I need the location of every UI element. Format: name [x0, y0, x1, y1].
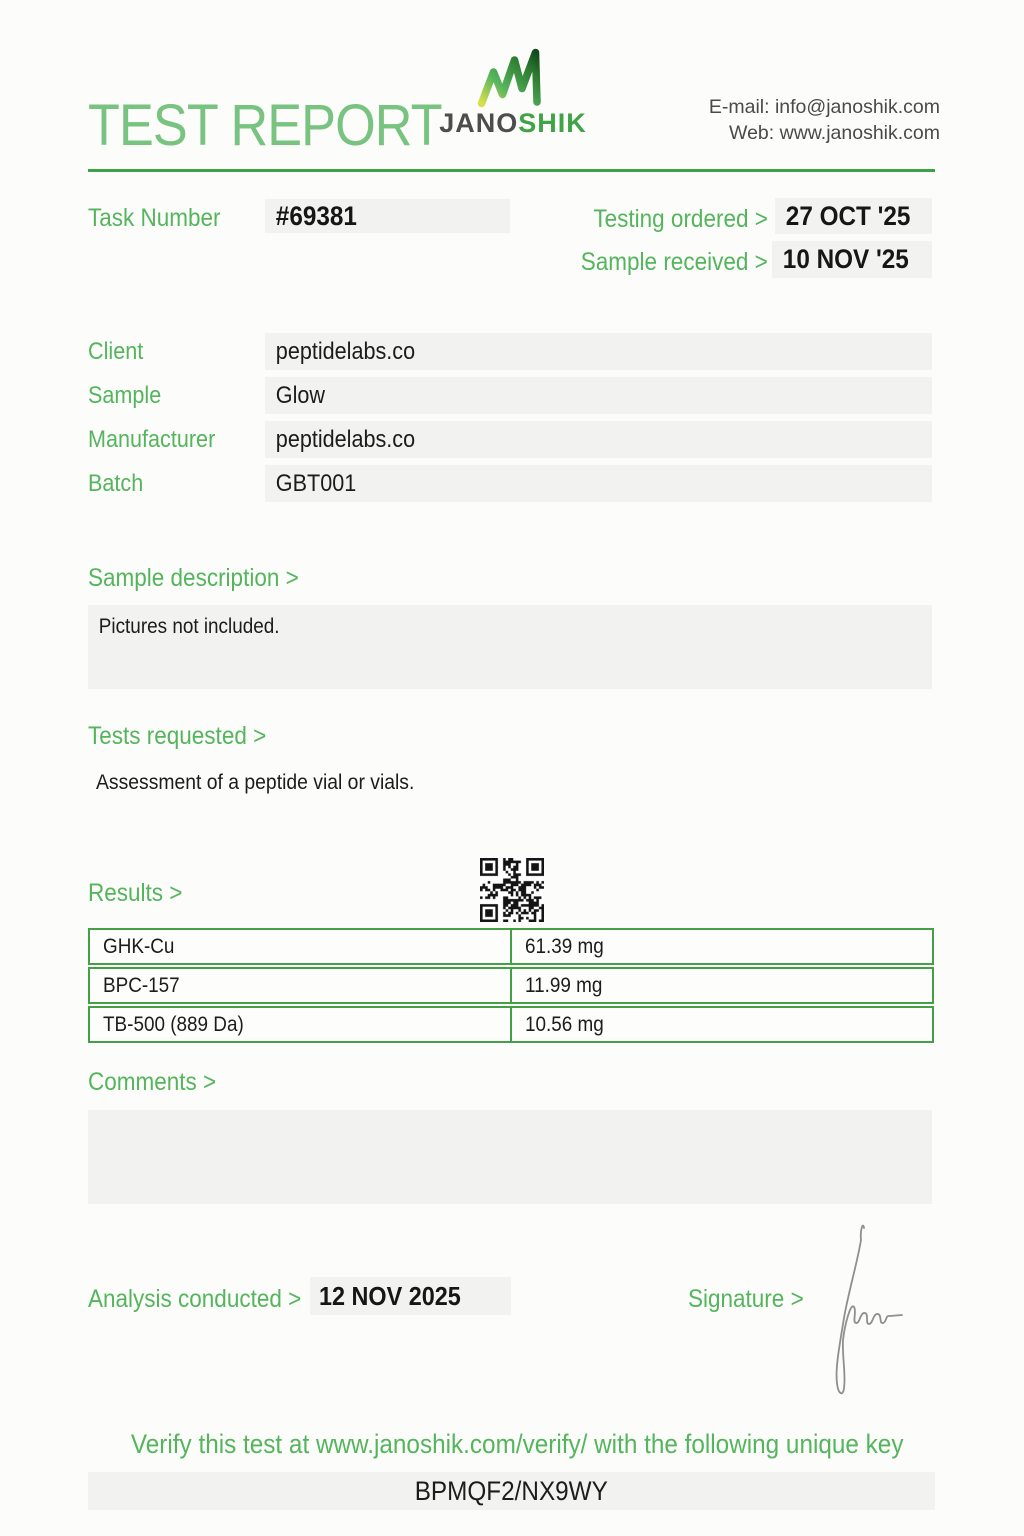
analyte-amount: 61.39 mg: [525, 935, 604, 958]
sample-description-label: Sample description >: [88, 564, 299, 592]
analyte-name: GHK-Cu: [90, 930, 512, 963]
client-label: Client: [88, 338, 144, 365]
sample-received-value: 10 NOV '25: [772, 241, 932, 278]
signature-label: Signature >: [688, 1285, 804, 1313]
results-row: [88, 1006, 934, 1043]
tests-requested-label: Tests requested >: [88, 722, 267, 750]
task-number-label: Task Number: [88, 204, 221, 232]
report-title: TEST REPORT: [88, 93, 442, 158]
unique-key-value: BPMQF2/NX9WY: [88, 1472, 935, 1510]
batch-label: Batch: [88, 470, 144, 497]
client-value: peptidelabs.co: [265, 333, 932, 370]
analyte-amount: 10.56 mg: [525, 1013, 604, 1036]
analyte-name: TB-500 (889 Da): [90, 1008, 512, 1041]
sample-description-box: Pictures not included.: [88, 605, 932, 689]
verify-instruction: Verify this test at www.janoshik.com/verify/ with the following unique key: [130, 1429, 904, 1459]
contact-web: Web: www.janoshik.com: [729, 122, 940, 144]
testing-ordered-label: Testing ordered >: [593, 205, 768, 233]
results-table: [88, 928, 934, 1045]
sample-received-label: Sample received >: [581, 248, 768, 276]
batch-value: GBT001: [265, 465, 932, 502]
manufacturer-value: peptidelabs.co: [265, 421, 932, 458]
contact-info: [709, 94, 940, 146]
sample-label: Sample: [88, 382, 162, 409]
tests-requested-text: Assessment of a peptide vial or vials.: [96, 770, 415, 794]
contact-email: E-mail: info@janoshik.com: [708, 96, 940, 118]
analyte-amount: 11.99 mg: [525, 974, 603, 997]
manufacturer-label: Manufacturer: [88, 426, 216, 453]
analysis-date-value: 12 NOV 2025: [310, 1277, 511, 1315]
testing-ordered-value: 27 OCT '25: [775, 198, 932, 234]
results-label: Results >: [88, 879, 183, 907]
sample-value: Glow: [265, 377, 932, 414]
analysis-conducted-label: Analysis conducted >: [88, 1285, 302, 1313]
task-number-value: #69381: [265, 199, 510, 233]
qr-code: [480, 858, 544, 922]
header-divider: [88, 169, 935, 172]
results-row: [88, 967, 934, 1004]
logo-text-green: SHIK: [518, 108, 587, 138]
janoshik-logo-text: [428, 108, 598, 139]
comments-label: Comments >: [88, 1068, 217, 1096]
logo-text-dark: JANO: [439, 108, 519, 138]
results-row: [88, 928, 934, 965]
analyte-name: BPC-157: [90, 969, 512, 1002]
mountain-chart-icon: [472, 48, 548, 108]
comments-box: [88, 1110, 932, 1204]
signature-handwriting: [812, 1216, 922, 1416]
